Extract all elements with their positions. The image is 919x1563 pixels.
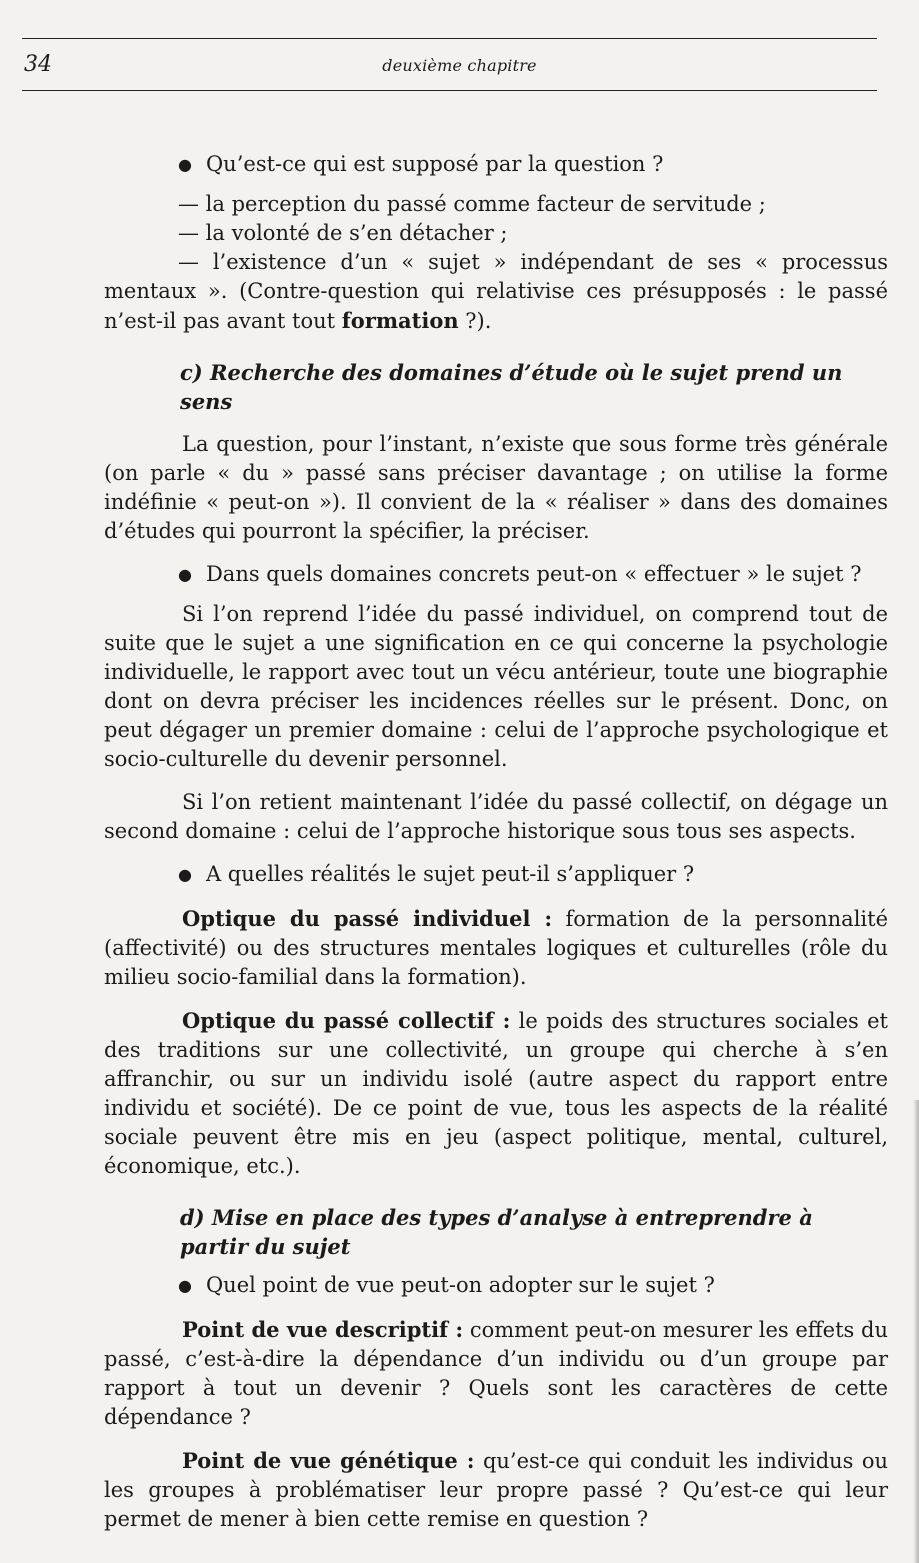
dash-item-3: — l’existence d’un « sujet » indépendant de ses « processus mentaux ». (Contre-question qui relativise ces présupposés : le passé n’est-il pas avant tout formation ?). <box>104 250 888 333</box>
dash-item-2: — la volonté de s’en détacher ; <box>178 221 508 245</box>
bullet-question-1: ● Qu’est-ce qui est supposé par la question ? <box>178 152 664 176</box>
paragraph: Si l’on reprend l’idée du passé individuel, on comprend tout de suite que le sujet a une signification en ce qui concerne la psychologie individuelle, le rapport avec tout un vécu antérieur, toute une biographie dont on devra préciser les incidences réelles sur le présent. Donc, on peut dégager un premier domaine : celui de l’approche psychologique et socio-culturelle du devenir personnel. <box>104 602 888 771</box>
section-heading-d: d) Mise en place des types d’analyse à entreprendre à partir du sujet <box>180 1205 813 1259</box>
header-top-rule <box>22 38 877 39</box>
page-edge-shadow <box>913 1100 919 1563</box>
paragraph: La question, pour l’instant, n’existe que sous forme très générale (on parle « du » passé sans préciser davantage ; on utilise la forme indéfinie « peut-on »). Il convient de la « réaliser » dans des domaines d’études qui pourront la spécifier, la préciser. <box>104 432 888 543</box>
paragraph: Si l’on retient maintenant l’idée du passé collectif, on dégage un second domaine : celui de l’approche historique sous tous ses aspects. <box>104 790 888 843</box>
bold-term: Point de vue génétique : <box>182 1448 475 1473</box>
paragraph: Optique du passé individuel : formation de la personnalité (affectivité) ou des structures mentales logiques et culturelles (rôle du milieu socio-familial dans la formation). <box>104 906 888 989</box>
page-body <box>104 150 888 1534</box>
header-bottom-rule <box>22 90 877 91</box>
bold-term: Optique du passé collectif : <box>182 1008 511 1033</box>
bold-term: Optique du passé individuel : <box>182 906 553 931</box>
bullet-icon: ● <box>178 1276 192 1295</box>
bullet-question-4: ● Quel point de vue peut-on adopter sur le sujet ? <box>178 1273 715 1297</box>
bullet-icon: ● <box>178 865 192 884</box>
bold-term: Point de vue descriptif : <box>182 1317 464 1342</box>
bullet-question-3: ● A quelles réalités le sujet peut-il s’appliquer ? <box>178 862 695 886</box>
bullet-question-2: ● Dans quels domaines concrets peut-on « effectuer » le sujet ? <box>178 562 862 586</box>
bullet-icon: ● <box>178 155 192 174</box>
running-head: deuxième chapitre <box>382 56 537 75</box>
paragraph: Point de vue génétique : qu’est-ce qui conduit les individus ou les groupes à problématiser leur propre passé ? Qu’est-ce qui leur permet de mener à bien cette remise en question ? <box>104 1448 888 1531</box>
section-heading-c: c) Recherche des domaines d’étude où le sujet prend un sens <box>180 360 843 414</box>
bold-term: formation <box>341 308 459 333</box>
bullet-icon: ● <box>178 565 192 584</box>
dash-item-1: — la perception du passé comme facteur de servitude ; <box>178 192 766 216</box>
page-number: 34 <box>24 52 52 77</box>
paragraph: Optique du passé collectif : le poids des structures sociales et des traditions sur une collectivité, un groupe qui cherche à s’en affranchir, ou sur un individu isolé (autre aspect du rapport entre individu et société). De ce point de vue, tous les aspects de la réalité sociale peuvent être mis en jeu (aspect politique, mental, culturel, économique, etc.). <box>104 1008 888 1178</box>
paragraph: Point de vue descriptif : comment peut-on mesurer les effets du passé, c’est-à-dire la dépendance d’un individu ou d’un groupe par rapport à tout un devenir ? Quels sont les caractères de cette dépendance ? <box>104 1317 888 1429</box>
